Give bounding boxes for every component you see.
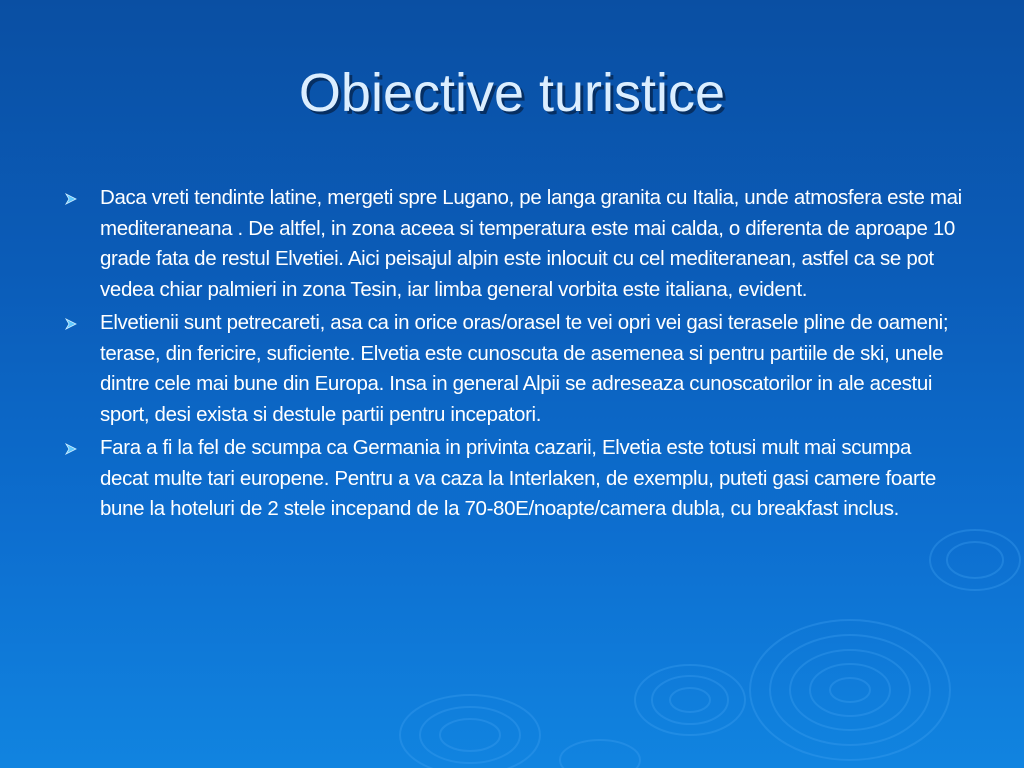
arrowhead-bullet-icon — [64, 193, 78, 205]
bullet-item — [64, 308, 964, 430]
arrowhead-bullet-icon — [64, 443, 78, 455]
bullet-text: Fara a fi la fel de scumpa ca Germania in privinta cazarii, Elvetia este totusi mult mai scumpa decat multe tari europene. Pentru a va caza la Interlaken, de exemplu, puteti gasi camere foarte bune la hoteluri de 2 stele incepand de la 70-80E/noapte/camera dubla, cu breakfast inclus. — [100, 436, 936, 520]
bullet-item — [64, 183, 964, 305]
bullet-list — [64, 183, 964, 528]
bullet-item — [64, 433, 964, 525]
slide-title: Obiective turistice — [298, 63, 726, 123]
arrowhead-bullet-icon — [64, 318, 78, 330]
bullet-text: Elvetienii sunt petrecareti, asa ca in orice oras/orasel te vei opri vei gasi terasele pline de oameni; terase, din fericire, suficiente. Elvetia este cunoscuta de asemenea si pentru partiile de ski, unele dintre cele mai bune din Europa. Insa in general Alpii se adreseaza cunoscatorilor in ale acestui sport, desi exista si destule partii pentru incepatori. — [100, 311, 949, 426]
bullet-text: Daca vreti tendinte latine, mergeti spre Lugano, pe langa granita cu Italia, unde atmosfera este mai mediteraneana . De altfel, in zona aceea si temperatura este mai calda, o diferenta de aproape 10 grade fata de restul Elvetiei. Aici peisajul alpin este inlocuit cu cel mediteranean, astfel ca se pot vedea chiar palmieri in zona Tesin, iar limba general vorbita este italiana, evident. — [100, 186, 962, 301]
